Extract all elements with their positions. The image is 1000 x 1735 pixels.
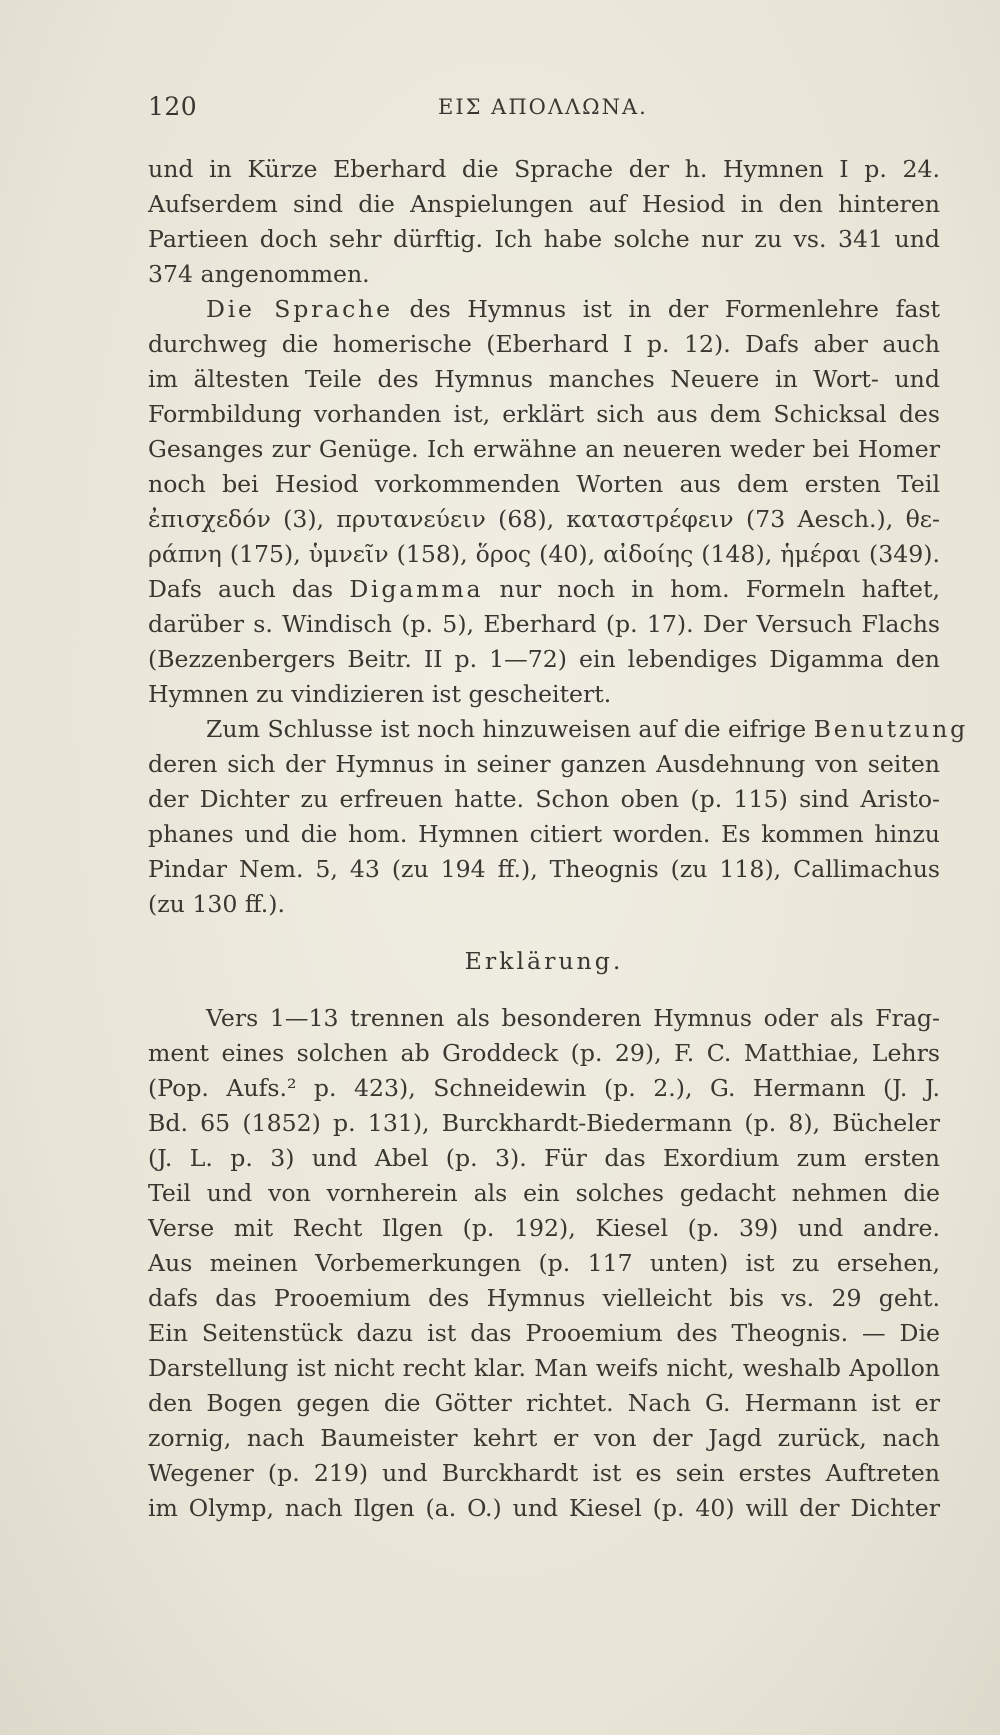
- page-header: [148, 92, 940, 132]
- text-fragment: nur noch in hom. Formeln haftet,: [483, 575, 940, 603]
- text-line: der Dichter zu erfreuen hatte. Schon oben (p. 115) sind Aristo-: [148, 785, 940, 813]
- text-line: den Bogen gegen die Götter richtet. Nach G. Hermann ist er: [148, 1389, 940, 1417]
- text-line: Darstellung ist nicht recht klar. Man weifs nicht, weshalb Apollon: [148, 1354, 940, 1382]
- text-line: Verse mit Recht Ilgen (p. 192), Kiesel (p. 39) und andre.: [148, 1214, 940, 1242]
- text-line: ment eines solchen ab Groddeck (p. 29), F. C. Matthiae, Lehrs: [148, 1039, 940, 1067]
- text-line: Bd. 65 (1852) p. 131), Burckhardt-Biedermann (p. 8), Bücheler: [148, 1109, 940, 1137]
- text-line: und in Kürze Eberhard die Sprache der h. Hymnen I p. 24.: [148, 155, 940, 183]
- text-line: Gesanges zur Genüge. Ich erwähne an neueren weder bei Homer: [148, 435, 940, 463]
- text-line: phanes und die hom. Hymnen citiert worden. Es kommen hinzu: [148, 820, 940, 848]
- text-line: ράπνη (175), ὑμνεῖν (158), ὅρος (40), αἰδοίης (148), ἡμέραι (349).: [148, 540, 940, 568]
- spaced-term: Die Sprache: [206, 295, 393, 323]
- text-line: Wegener (p. 219) und Burckhardt ist es sein erstes Auftreten: [148, 1459, 940, 1487]
- text-line: Vers 1—13 trennen als besonderen Hymnus oder als Frag-: [206, 1004, 940, 1032]
- text-line: (J. L. p. 3) und Abel (p. 3). Für das Exordium zum ersten: [148, 1144, 940, 1172]
- spaced-term: Benutzung: [813, 715, 968, 743]
- text-line: im Olymp, nach Ilgen (a. O.) und Kiesel (p. 40) will der Dichter: [148, 1494, 940, 1522]
- text-line: im ältesten Teile des Hymnus manches Neuere in Wort- und: [148, 365, 940, 393]
- text-line: Aufserdem sind die Anspielungen auf Hesiod in den hinteren: [148, 190, 940, 218]
- text-line: noch bei Hesiod vorkommenden Worten aus dem ersten Teil: [148, 470, 940, 498]
- text-line: dafs das Prooemium des Hymnus vielleicht bis vs. 29 geht.: [148, 1284, 940, 1312]
- text-line: Hymnen zu vindizieren ist gescheitert.: [148, 680, 612, 708]
- text-line: Teil und von vornherein als ein solches gedacht nehmen die: [148, 1179, 940, 1207]
- text-line: Partieen doch sehr dürftig. Ich habe solche nur zu vs. 341 und: [148, 225, 940, 253]
- text-line: Aus meinen Vorbemerkungen (p. 117 unten) ist zu ersehen,: [148, 1249, 940, 1277]
- text-line: [148, 712, 968, 747]
- text-line: [148, 572, 940, 607]
- text-line: [148, 292, 940, 327]
- text-line: deren sich der Hymnus in seiner ganzen Ausdehnung von seiten: [148, 750, 940, 778]
- text-line: ἐπισχεδόν (3), πρυτανεύειν (68), καταστρέφειν (73 Aesch.), θε-: [148, 505, 940, 533]
- body-text: [148, 152, 968, 1526]
- text-line: darüber s. Windisch (p. 5), Eberhard (p. 17). Der Versuch Flachs: [148, 610, 940, 638]
- text-line: durchweg die homerische (Eberhard I p. 12). Dafs aber auch: [148, 330, 940, 358]
- text-line: (Pop. Aufs.² p. 423), Schneidewin (p. 2.), G. Hermann (J. J.: [148, 1074, 940, 1102]
- text-line: (zu 130 ff.).: [148, 890, 285, 918]
- text-line: (Bezzenbergers Beitr. II p. 1—72) ein lebendiges Digamma den: [148, 645, 940, 673]
- section-heading: Erklärung.: [464, 947, 624, 975]
- text-line: zornig, nach Baumeister kehrt er von der Jagd zurück, nach: [148, 1424, 940, 1452]
- spaced-term: Digamma: [349, 575, 484, 603]
- text-line: Pindar Nem. 5, 43 (zu 194 ff.), Theognis (zu 118), Callimachus: [148, 855, 940, 883]
- text-line: Formbildung vorhanden ist, erklärt sich aus dem Schicksal des: [148, 400, 940, 428]
- running-head: ΕΙΣ ΑΠΟΛΛΩΝΑ.: [438, 95, 648, 119]
- text-fragment: Zum Schlusse ist noch hinzuweisen auf die eifrige: [206, 715, 814, 743]
- page-number: 120: [148, 92, 198, 121]
- text-fragment: Dafs auch das: [148, 575, 350, 603]
- text-fragment: des Hymnus ist in der Formenlehre fast: [392, 295, 940, 323]
- text-line: 374 angenommen.: [148, 260, 370, 288]
- text-line: Ein Seitenstück dazu ist das Prooemium des Theognis. — Die: [148, 1319, 940, 1347]
